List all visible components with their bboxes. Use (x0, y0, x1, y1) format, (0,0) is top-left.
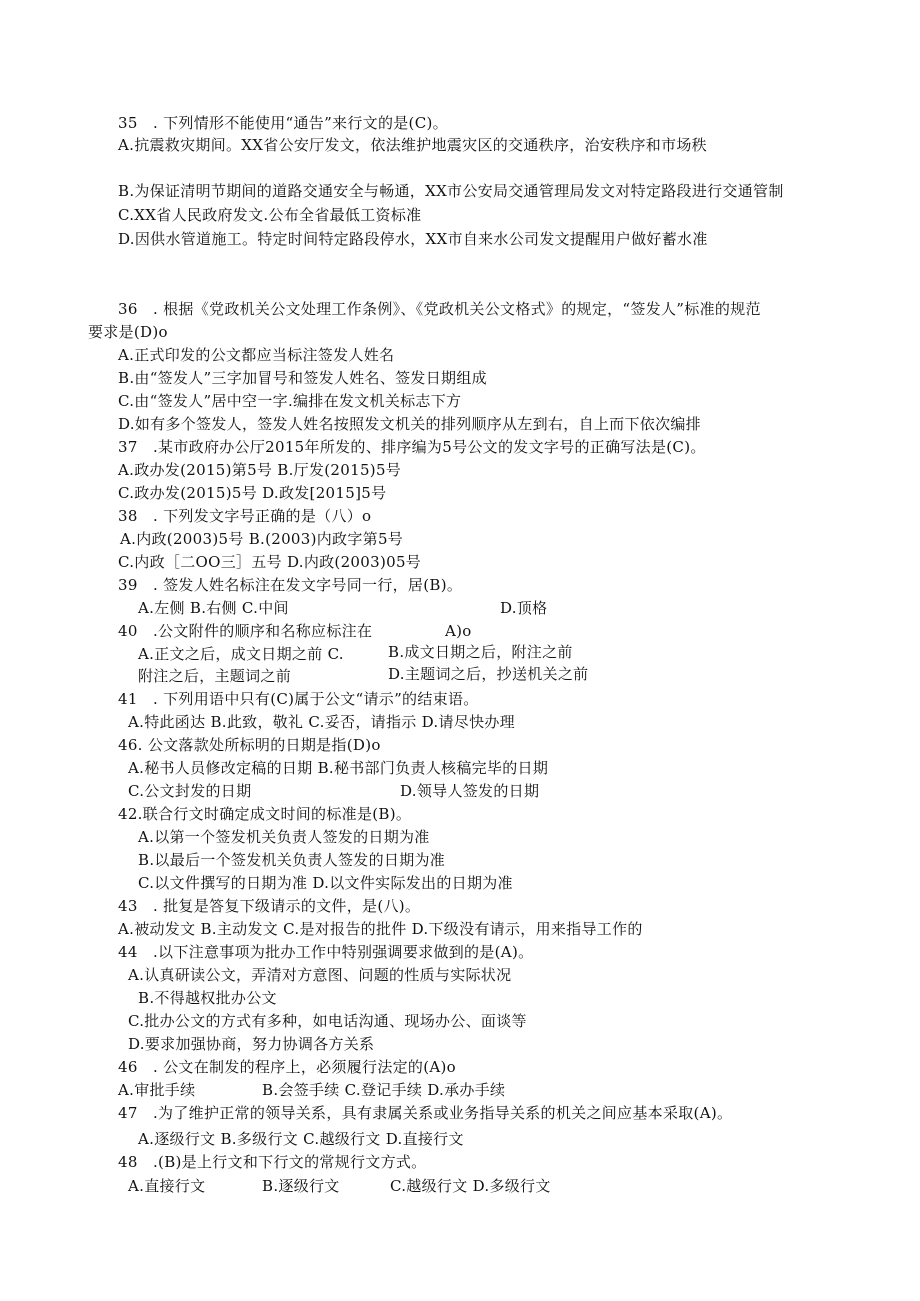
q39-stem: 39 . 签发人姓名标注在发文字号同一行，居(B)。 (118, 576, 463, 594)
q48-option-b: B.逐级行文 (262, 1177, 340, 1195)
q40-option-a: A.正文之后，成文日期之前 C. (138, 645, 344, 663)
q43-stem: 43 . 批复是答复下级请示的文件，是(八)。 (118, 897, 421, 915)
q42-option-b: B.以最后一个签发机关负责人签发的日期为准 (138, 851, 446, 869)
q35-option-c: C.XX省人民政府发文.公布全省最低工资标准 (118, 206, 422, 224)
q44-option-a: A.认真研读公文，弄清对方意图、问题的性质与实际状况 (128, 966, 512, 984)
q46a-stem: 46. 公文落款处所标明的日期是指(D)o (118, 736, 381, 754)
q35-option-b: B.为保证清明节期间的道路交通安全与畅通，XX市公安局交通管理局发文对特定路段进行交通管制 (118, 182, 784, 200)
q38-options-cd: C.内政［二OO三］五号 D.内政(2003)05号 (118, 553, 422, 571)
q43-options: A.被动发文 B.主动发文 C.是对报告的批件 D.下级没有请示，用来指导工作的 (118, 920, 643, 938)
q36-option-a: A.正式印发的公文都应当标注签发人姓名 (118, 346, 395, 364)
q37-options-cd: C.政办发(2015)5号 D.政发[2015]5号 (118, 484, 387, 502)
q47-stem: 47 .为了维护正常的领导关系，具有隶属关系或业务指导关系的机关之间应基本采取(A)。 (118, 1104, 733, 1122)
q44-option-c: C.批办公文的方式有多种，如电话沟通、现场办公、面谈等 (128, 1012, 527, 1030)
q46a-option-c: C.公文封发的日期 (128, 782, 252, 800)
q39-option-d: D.顶格 (500, 599, 548, 617)
q42-stem: 42.联合行文时确定成文时间的标准是(B)。 (118, 805, 412, 823)
q44-stem: 44 .以下注意事项为批办工作中特别强调要求做到的是(A)。 (118, 943, 534, 961)
q48-options-cd: C.越级行文 D.多级行文 (390, 1177, 551, 1195)
q47-options: A.逐级行文 B.多级行文 C.越级行文 D.直接行文 (138, 1130, 464, 1148)
q40-stem: 40 .公文附件的顺序和名称应标注在 (118, 622, 373, 640)
q44-option-d: D.要求加强协商，努力协调各方关系 (128, 1035, 375, 1053)
q44-option-b: B.不得越权批办公文 (138, 989, 277, 1007)
q46b-stem: 46 . 公文在制发的程序上，必须履行法定的(A)o (118, 1058, 456, 1076)
q38-stem: 38 . 下列发文字号正确的是（八）o (118, 507, 372, 525)
q42-options-cd: C.以文件撰写的日期为准 D.以文件实际发出的日期为准 (138, 874, 513, 892)
q35-stem: 35 . 下列情形不能使用“通告”来行文的是(C)。 (118, 114, 448, 132)
q36-stem: 36 . 根据《党政机关公文处理工作条例》、《党政机关公文格式》的规定，“签发人”标准的规范 (118, 300, 761, 318)
q37-stem: 37 .某市政府办公厅2015年所发的、排序编为5号公文的发文字号的正确写法是(C)。 (118, 438, 706, 456)
q40-answer: A)o (445, 622, 472, 640)
q41-stem: 41 . 下列用语中只有(C)属于公文“请示”的结束语。 (118, 690, 479, 708)
q39-options-abc: A.左侧 B.右侧 C.中间 (138, 599, 289, 617)
q35-option-d: D.因供水管道施工。特定时间特定路段停水，XX市自来水公司发文提醒用户做好蓄水准 (118, 230, 708, 248)
q35-option-a: A.抗震救灾期间。XX省公安厅发文，依法维护地震灾区的交通秩序，治安秩序和市场秩 (118, 136, 707, 154)
q36-option-d: D.如有多个签发人，签发人姓名按照发文机关的排列顺序从左到右，自上而下依次编排 (118, 415, 701, 433)
q46b-option-a: A.审批手续 (118, 1081, 196, 1099)
q46a-options-ab: A.秘书人员修改定稿的日期 B.秘书部门负责人核稿完毕的日期 (128, 759, 549, 777)
q42-option-a: A.以第一个签发机关负责人签发的日期为准 (138, 828, 430, 846)
q37-options-ab: A.政办发(2015)第5号 B.厅发(2015)5号 (118, 461, 402, 479)
q40-option-c-cont: 附注之后，主题词之前 (138, 667, 292, 685)
q46a-option-d: D.领导人签发的日期 (400, 782, 540, 800)
q48-option-a: A.直接行文 (128, 1177, 206, 1195)
q40-option-d: D.主题词之后，抄送机关之前 (388, 665, 589, 683)
q48-stem: 48 .(B)是上行文和下行文的常规行文方式。 (118, 1153, 427, 1171)
q41-options: A.特此函达 B.此致，敬礼 C.妥否，请指示 D.请尽快办理 (128, 713, 515, 731)
q36-stem-cont: 要求是(D)o (88, 323, 168, 341)
q36-option-b: B.由“签发人”三字加冒号和签发人姓名、签发日期组成 (118, 369, 487, 387)
q40-option-b: B.成文日期之后，附注之前 (388, 643, 573, 661)
q38-options-ab: A.内政(2003)5号 B.(2003)内政字第5号 (120, 530, 404, 548)
q36-option-c: C.由“签发人”居中空一字.编排在发文机关标志下方 (118, 392, 462, 410)
q46b-options-bcd: B.会签手续 C.登记手续 D.承办手续 (262, 1081, 506, 1099)
